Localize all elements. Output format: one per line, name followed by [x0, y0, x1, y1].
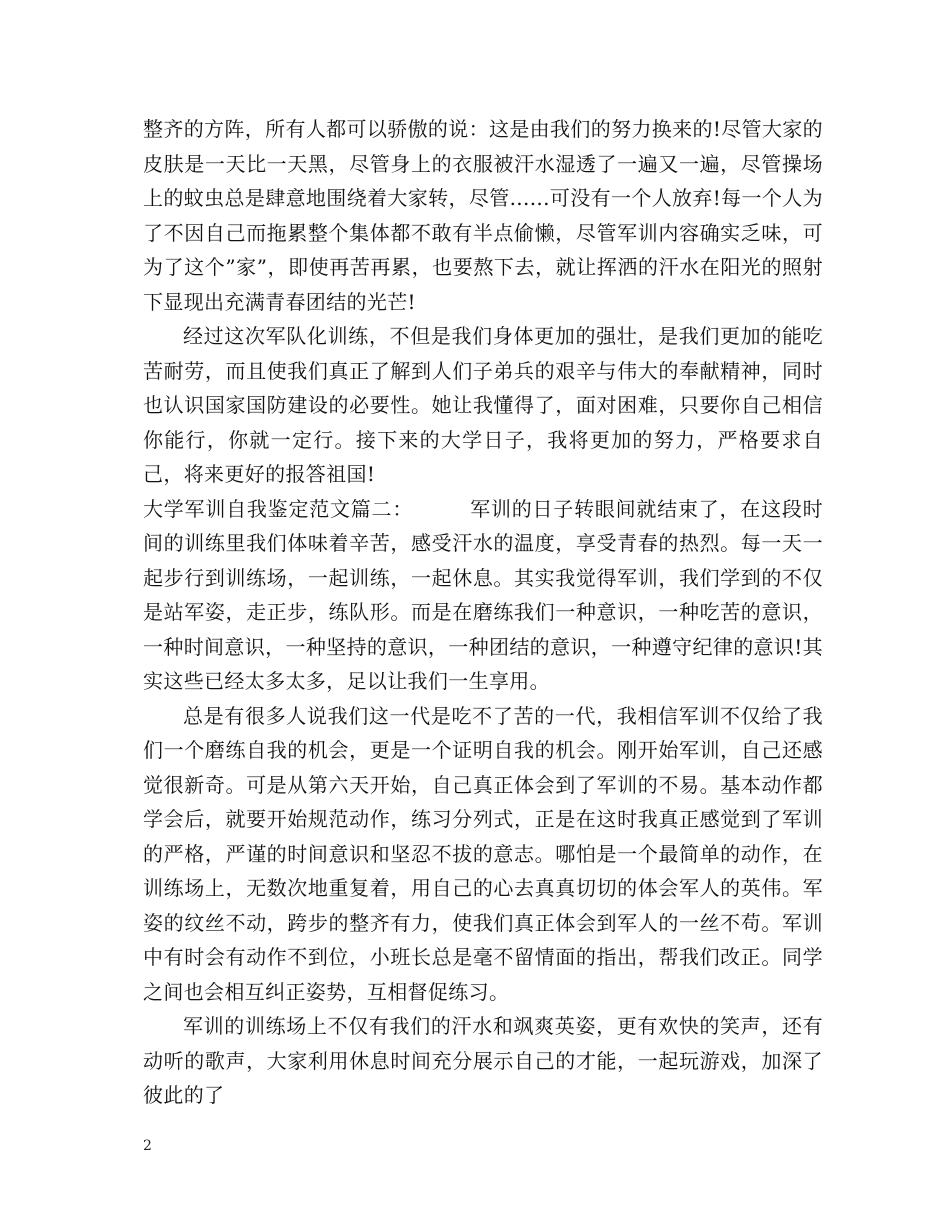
paragraph-5 [143, 1009, 823, 1113]
page-number: 2 [143, 1138, 152, 1154]
paragraph-3-text: 军训的日子转眼间就结束了，在这段时间的训练里我们体味着辛苦，感受汗水的温度，享受青春的热烈。每一天一起步行到训练场，一起训练，一起休息。其实我觉得军训，我们学到的不仅是站军姿，走正步，练队形。而是在磨练我们一种意识，一种吃苦的意识，一种时间意识，一种坚持的意识，一种团结的意识，一种遵守纪律的意识!其实这些已经太多太多，足以让我们一生享用。 [143, 496, 823, 693]
heading-gap [413, 497, 470, 521]
paragraph-2-text: 经过这次军队化训练，不但是我们身体更加的强壮，是我们更加的能吃苦耐劳，而且使我们真正了解到人们子弟兵的艰辛与伟大的奉献精神，同时也认识国家国防建设的必要性。她让我懂得了，面对困难，只要你自己相信你能行，你就一定行。接下来的大学日子，我将更加的努力，严格要求自己，将来更好的报答祖国! [143, 324, 823, 486]
paragraph-4 [143, 699, 823, 1010]
paragraph-1-text: 整齐的方阵，所有人都可以骄傲的说：这是由我们的努力换来的!尽管大家的皮肤是一天比一天黑，尽管身上的衣服被汗水湿透了一遍又一遍，尽管操场上的蚊虫总是肆意地围绕着大家转，尽管......可没有一个人放弃!每一个人为了不因自己而拖累整个集体都不敢有半点偷懒，尽管军训内容确实乏味，可为了这个”家”，即使再苦再累，也要熬下去，就让挥洒的汗水在阳光的照射下显现出充满青春团结的光芒! [143, 117, 823, 314]
paragraph-3 [143, 492, 823, 699]
paragraph-2 [143, 319, 823, 492]
paragraph-1 [143, 112, 823, 319]
section-heading: 大学军训自我鉴定范文篇二： [143, 496, 414, 521]
document-body [143, 112, 823, 1113]
paragraph-5-text: 军训的训练场上不仅有我们的汗水和飒爽英姿，更有欢快的笑声，还有动听的歌声，大家利用休息时间充分展示自己的才能，一起玩游戏，加深了彼此的了 [143, 1014, 823, 1107]
paragraph-4-text: 总是有很多人说我们这一代是吃不了苦的一代，我相信军训不仅给了我们一个磨练自我的机会，更是一个证明自我的机会。刚开始军训，自己还感觉很新奇。可是从第六天开始，自己真正体会到了军训的不易。基本动作都学会后，就要开始规范动作，练习分列式，正是在这时我真正感觉到了军训的严格，严谨的时间意识和坚忍不拔的意志。哪怕是一个最简单的动作，在训练场上，无数次地重复着，用自己的心去真真切切的体会军人的英伟。军姿的纹丝不动，跨步的整齐有力，使我们真正体会到军人的一丝不苟。军训中有时会有动作不到位，小班长总是毫不留情面的指出，帮我们改正。同学之间也会相互纠正姿势，互相督促练习。 [143, 703, 823, 1004]
